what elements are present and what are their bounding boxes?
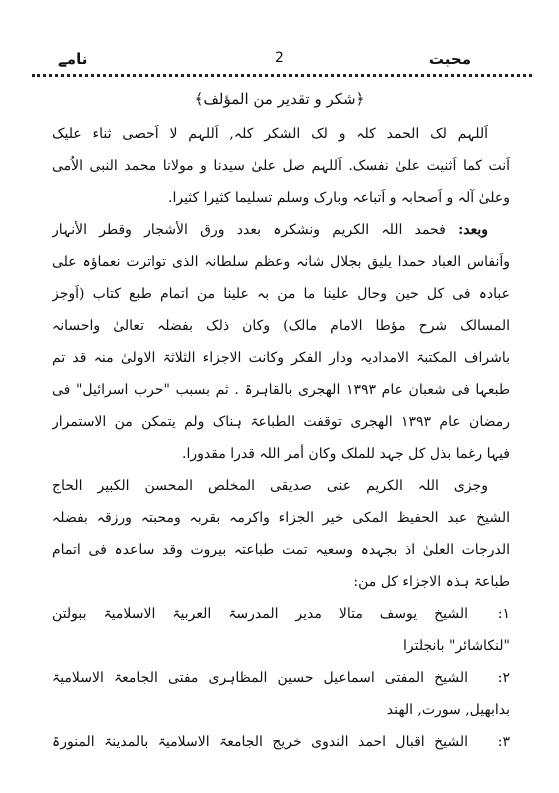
lead-word: وبعد: — [458, 222, 488, 238]
paragraph-line: المسالک شرح مؤطا الامام مالک) وکان ذلک بفضلہ تعالیٰ واحسانہ — [52, 318, 510, 334]
list-item-number: ۲: — [497, 670, 510, 686]
list-item — [52, 598, 510, 630]
paragraph-line: رمضان عام ۱۳۹۳ الھجری توقفت الطباعۃ ہناک ولم یتمکن من الاستمرار — [52, 414, 510, 430]
body-text — [52, 118, 510, 758]
list-item-number: ۱: — [497, 606, 510, 622]
list-item-text: الشیخ المفتی اسماعیل حسین المظاہری مفتی الجامعۃ الاسلامیۃ — [52, 670, 468, 686]
paragraph-line: طباعۃ ہذہ الاجزاء کل من: — [353, 574, 510, 590]
list-item-continuation: بدابھیل, سورت, الھند — [386, 702, 510, 718]
paragraph-line: وجزی اللہ الکریم عنی صدیقی المخلص المحسن الکبیر الحاج — [52, 478, 488, 494]
header-right-title: محبت — [428, 50, 471, 68]
list-item-text: الشیخ یوسف متالا مدیر المدرسۃ العربیۃ الاسلامیۃ ببولتن — [52, 606, 468, 622]
list-item-text: الشیخ اقبال احمد الندوی خریج الجامعۃ الاسلامیۃ بالمدینۃ المنورۃ — [52, 734, 468, 750]
paragraph-line: الشیخ عبد الحفیظ المکی خیر الجزاء واکرمہ بقربہ ومحبتہ ورزقہ بفضلہ — [52, 510, 510, 526]
paragraph-line: الدرجات العلیٰ اذ بجہدہ وسعیہ تمت طباعتہ بیروت وقد ساعدہ فی اتمام — [52, 542, 510, 558]
paragraph-text: فحمد اللہ الکریم ونشکرہ بعدد ورق الأشجار وقطر الأنہار — [52, 222, 446, 238]
paragraph-line: عبادہ فی کل حین وحال علینا ما من بہ علینا من اتمام طبع کتاب (اَوجز — [52, 286, 510, 302]
section-title: ﴿شکر و تقدیر من المؤلف﴾ — [194, 90, 365, 108]
header-divider — [32, 74, 532, 83]
paragraph-line — [52, 214, 510, 246]
paragraph-line: فیہا رغما بذل کل جہد للملک وکان أمر اللہ قدرا مقدورا. — [182, 446, 510, 462]
page-number: 2 — [275, 50, 284, 66]
paragraph-line: اَللہم لک الحمد کلہ و لک الشکر کلہ, اَللہم لا اَحصی ثناء علیک — [52, 126, 488, 142]
list-item — [52, 662, 510, 694]
paragraph-line: اَنت کما اَثنیت علیٰ نفسک. اَللہم صل علیٰ سیدنا و مولانا محمد النبی الاُمی — [52, 158, 510, 174]
paragraph-line: واَنفاس العباد حمدا یلیق بجلال شانہ وعظم سلطانہ الذی تواترت نعماؤہ علی — [52, 254, 510, 270]
paragraph-line: طبعہا فی شعبان عام ۱۳۹۳ الھجری بالقاہرۃ . ثم بسبب "حرب اسرائیل" فی — [52, 382, 510, 398]
list-item-continuation: "لنکاشائر" بانجلترا — [402, 638, 510, 654]
paragraph-line: باشراف المکتبۃ الامدادیہ ودار الفکر وکانت الاجزاء الثلاثۃ الاولیٰ منہ قد تم — [52, 350, 510, 366]
paragraph-line: وعلیٰ آلہ و اَصحابہ و اَتباعہ وبارک وسلم تسلیما کثیرا کثیرا. — [168, 190, 510, 206]
list-item — [52, 726, 510, 758]
list-item-number: ۳: — [497, 734, 510, 750]
header-left-title: نامے — [58, 50, 88, 68]
